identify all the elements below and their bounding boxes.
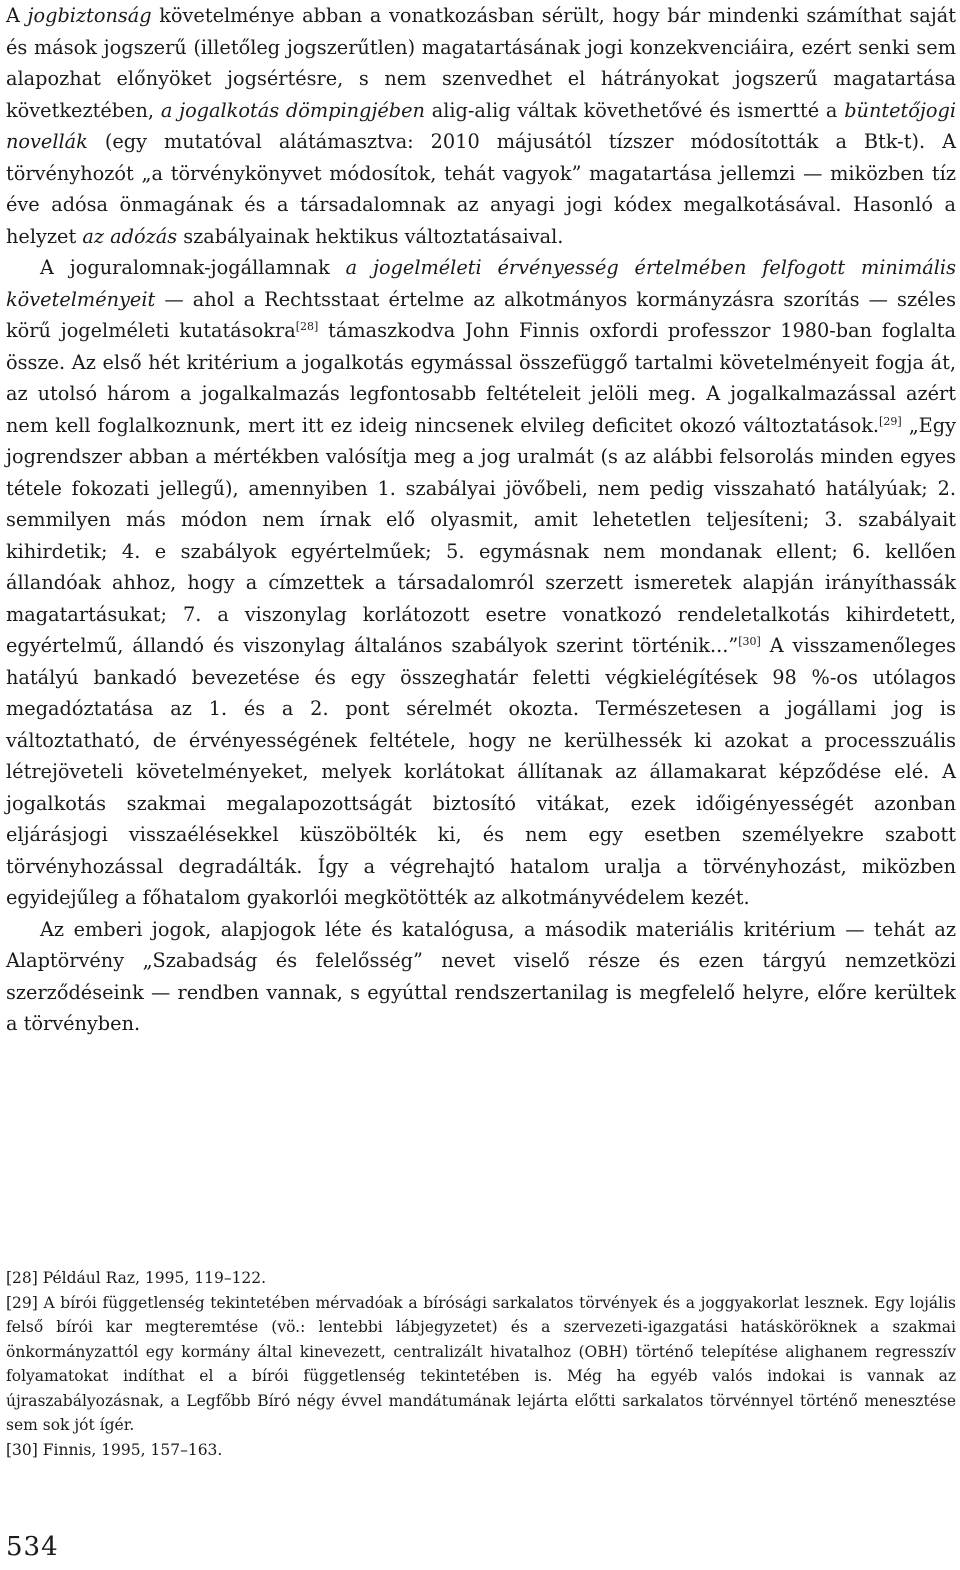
text-segment: A joguralomnak-jogállamnak xyxy=(40,256,346,279)
footnote-29 xyxy=(6,1291,956,1438)
footnote-reference: [29] xyxy=(879,414,902,428)
text-segment: szabályainak hektikus változtatásaival. xyxy=(177,224,564,248)
text-segment: „Egy jogrendszer abban a mértékben valósítja meg a jog uralmát (s az alábbi felsorolás minden egyes tétele fokozati jellegű), amennyiben 1. szabályai jövőbeli, nem pedig visszaható hatályúak; 2. semmilyen más módon nem írnak elő olyasmit, amit lehetetlen teljesíteni; 3. szabályait kihirdetik; 4. e szabályok egyértelműek; 5. egymásnak nem mondanak ellent; 6. kellően állandóak ahhoz, hogy a címzettek a társadalomról szerzett ismeretek alapján irányíthassák magatartásukat; 7. a viszonylag korlátozott esetre vonatkozó rendeletalkotás kihirdetett, egyértelmű, állandó és viszonylag általános szabályok szerint történik...” xyxy=(6,413,956,657)
paragraph-1 xyxy=(6,0,956,252)
footnote-text: Finnis, 1995, 157–163. xyxy=(37,1440,223,1459)
text-segment: támaszkodva John Finnis oxfordi professzor 1980-ban foglalta össze. Az első hét kritérium a jogalkotás egymással összefüggő tartalmi követelményeit fogja át, az utolsó három a jogalkalmazás legfontosabb feltételeit jelöli meg. A jogalkalmazással azért nem kell foglalkoznunk, mert itt ez ideig nincsenek elvileg deficitet okozó változtatások. xyxy=(6,319,956,437)
footnote-label: [30] xyxy=(6,1440,38,1459)
text-segment: A xyxy=(6,4,28,27)
page-number: 534 xyxy=(6,1532,59,1562)
emphasis-text: a jogalkotás dömpingjében xyxy=(160,98,425,122)
text-segment: — ahol a Rechtsstaat értelme az alkotmányos kormányzásra szorítás — széles körű jogelméleti kutatásokra xyxy=(6,287,956,342)
text-segment: követelménye abban a vonatkozásban sérült, hogy bár mindenki számíthat saját és mások jogszerű (illetőleg jogszerűtlen) magatartásának jogi konzekvenciáira, ezért senki sem alapozhat előnyöket jogsértésre, s nem szenvedhet el hátrányokat jogszerű magatartása következtében, xyxy=(6,4,956,122)
footnote-28 xyxy=(6,1266,956,1291)
emphasis-text: jogbiztonság xyxy=(27,4,152,27)
emphasis-text: büntetőjogi novellák xyxy=(6,98,956,153)
footnote-text: Például Raz, 1995, 119–122. xyxy=(37,1269,267,1287)
emphasis-text: az adózás xyxy=(82,224,178,248)
footnote-reference: [30] xyxy=(738,635,761,648)
text-segment: A visszamenőleges hatályú bankadó bevezetése és egy összeghatár feletti végkielégítések 98 %-os utólagos megadóztatása az 1. és a 2. pont sérelmét okozta. Természetesen a jogállami jog is változtatható, de érvényességének feltétele, hogy ne kerülhessék ki azokat a processzuális létrejöveteli követelményeket, melyek korlátokat állítanak az államakarat képződése elé. A jogalkotás szakmai megalapozottságát biztosító vitákat, ezek időigényességét azonban eljárásjogi visszaélésekkel küszöbölték ki, és nem egy esetben személyekre szabott törvényhozással degradálták. Így a végrehajtó hatalom uralja a törvényhozást, miközben egyidejűleg a főhatalom gyakorlói megkötötték az alkotmányvédelem kezét. xyxy=(6,634,956,909)
emphasis-text: a jogelméleti érvényesség értelmében felfogott minimális követelményeit xyxy=(6,256,956,311)
document-page xyxy=(6,0,956,1570)
text-segment: Az emberi jogok, alapjogok léte és katalógusa, a második materiális kritérium — tehát az Alaptörvény „Szabadság és felelősség” nevet viselő része és ezen tárgyú nemzetközi szerződéseink — rendben vannak, s egyúttal rendszertanilag is megfelelő helyre, előre kerültek a törvényben. xyxy=(6,917,956,1035)
footnote-reference: [28] xyxy=(295,320,319,333)
footnotes xyxy=(6,1266,956,1462)
paragraph-3 xyxy=(6,914,956,1040)
footnote-text: A bírói függetlenség tekintetében mérvadóak a bírósági sarkalatos törvények és a joggyakorlat lesznek. Egy lojális felső bírói kar megteremtése (vö.: lentebbi lábjegyzetet) és a szervezeti-igazgatási hatásköröknek a szakmai önkormányzattól egy kormány által kinevezett, centralizált hivatalhoz (OBH) történő telepítése alighanem regresszív folyamatokat indíthat el a bírói függetlenség tekintetében is. Még ha egyéb valós indokai is vannak az újraszabályozásnak, a Legfőbb Bíró négy évvel mandátumának lejárta előtti sarkalatos törvénnyel történő menesztése sem sok jót ígér. xyxy=(6,1293,956,1434)
footnote-30 xyxy=(6,1438,956,1463)
footnote-label: [28] xyxy=(6,1269,38,1287)
footnote-label: [29] xyxy=(6,1293,38,1312)
body-text xyxy=(6,0,956,1040)
paragraph-2 xyxy=(6,252,956,914)
text-segment: alig-alig váltak követhetővé és ismertté a xyxy=(424,98,845,122)
text-segment: (egy mutatóval alátámasztva: 2010 májusától tízszer módosították a Btk-t). A törvényhozót „a törvénykönyvet módosítok, tehát vagyok” magatartása jellemzi — miközben tíz éve adósa önmagának és a társadalomnak az anyagi jogi kódex megalkotásával. Hasonló a helyzet xyxy=(6,130,956,248)
